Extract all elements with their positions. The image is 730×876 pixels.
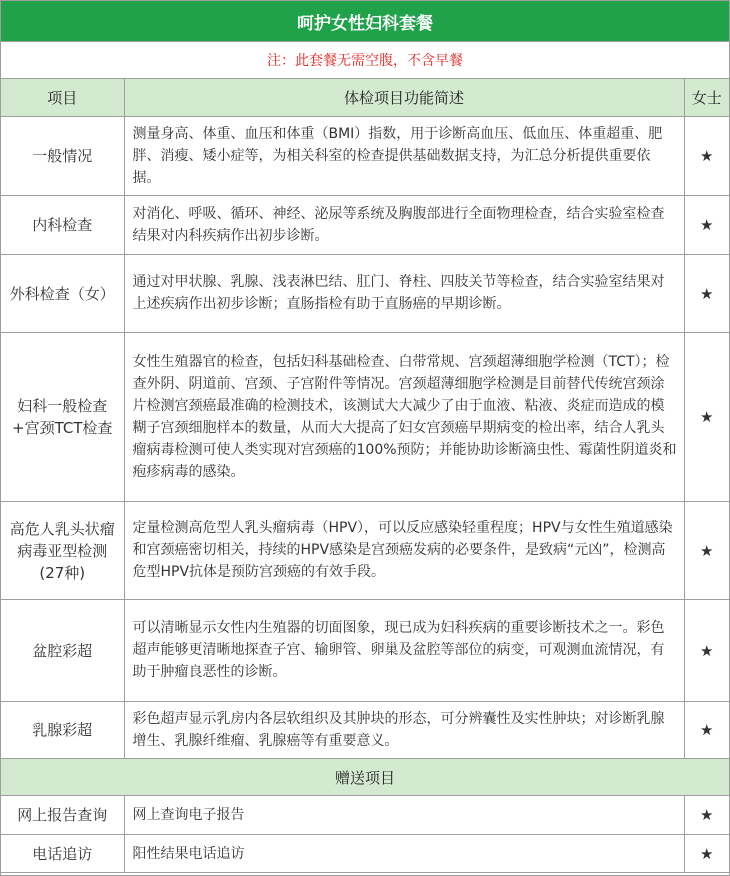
table-row <box>1 196 729 255</box>
item-desc: 可以清晰显示女性内生殖器的切面图象，现已成为妇科疾病的重要诊断技术之一。彩色超声能够更清晰地探查子宫、输卵管、卵巢及盆腔等部位的病变，可观测血流情况，有助于肿瘤良恶性的诊断。 <box>124 600 684 702</box>
item-desc: 测量身高、体重、血压和体重（BMI）指数，用于诊断高血压、低血压、体重超重、肥胖、消瘦、矮小症等，为相关科室的检查提供基础数据支持，为汇总分析提供重要依据。 <box>124 117 684 196</box>
item-name: 一般情况 <box>1 117 124 196</box>
gift-section-title: 赠送项目 <box>1 759 729 796</box>
star-mark: ★ <box>684 117 729 196</box>
table-row <box>1 255 729 333</box>
column-header-female: 女士 <box>684 79 729 117</box>
item-name: 外科检查（女） <box>1 255 124 333</box>
item-name: 盆腔彩超 <box>1 600 124 702</box>
column-header-item: 项目 <box>1 79 124 117</box>
item-desc: 定量检测高危型人乳头瘤病毒（HPV），可以反应感染轻重程度；HPV与女性生殖道感染和宫颈癌密切相关，持续的HPV感染是宫颈癌发病的必要条件，是致病“元凶”，检测高危型HPV抗体是预防宫颈癌的有效手段。 <box>124 502 684 600</box>
table-row <box>1 333 729 502</box>
item-name: 电话追访 <box>1 835 124 873</box>
table-row <box>1 502 729 600</box>
table-row <box>1 702 729 759</box>
item-name: 乳腺彩超 <box>1 702 124 759</box>
table-row <box>1 600 729 702</box>
star-mark: ★ <box>684 502 729 600</box>
item-name: 内科检查 <box>1 196 124 255</box>
table-header-row <box>1 79 729 117</box>
star-mark: ★ <box>684 835 729 873</box>
item-desc: 网上查询电子报告 <box>124 796 684 835</box>
star-mark: ★ <box>684 796 729 835</box>
table-row <box>1 835 729 873</box>
gift-section-row <box>1 759 729 796</box>
star-mark: ★ <box>684 196 729 255</box>
item-name: 网上报告查询 <box>1 796 124 835</box>
star-mark: ★ <box>684 333 729 502</box>
item-desc: 阳性结果电话追访 <box>124 835 684 873</box>
table-row <box>1 796 729 835</box>
item-desc: 对消化、呼吸、循环、神经、泌尿等系统及胸腹部进行全面物理检查，结合实验室检查结果对内科疾病作出初步诊断。 <box>124 196 684 255</box>
item-name: 妇科一般检查+宫颈TCT检查 <box>1 333 124 502</box>
item-desc: 彩色超声显示乳房内各层软组织及其肿块的形态，可分辨囊性及实性肿块；对诊断乳腺增生、乳腺纤维瘤、乳腺癌等有重要意义。 <box>124 702 684 759</box>
item-desc: 通过对甲状腺、乳腺、浅表淋巴结、肛门、脊柱、四肢关节等检查，结合实验室结果对上述疾病作出初步诊断；直肠指检有助于直肠癌的早期诊断。 <box>124 255 684 333</box>
star-mark: ★ <box>684 600 729 702</box>
table-row <box>1 117 729 196</box>
exam-table <box>1 79 729 873</box>
package-title: 呵护女性妇科套餐 <box>1 1 729 42</box>
item-name: 高危人乳头状瘤病毒亚型检测(27种) <box>1 502 124 600</box>
item-desc: 女性生殖器官的检查，包括妇科基础检查、白带常规、宫颈超薄细胞学检测（TCT）；检查外阴、阴道前、宫颈、子宫附件等情况。宫颈超薄细胞学检测是目前替代传统宫颈涂片检测宫颈癌最准确的检测技术，该测试大大减少了由于血液、粘液、炎症而造成的模糊子宫颈细胞样本的数量，从而大大提高了妇女宫颈癌早期病变的检出率，结合人乳头瘤病毒检测可使人类实现对宫颈癌的100%预防；并能协助诊断滴虫性、霉菌性阴道炎和疱疹病毒的感染。 <box>124 333 684 502</box>
column-header-desc: 体检项目功能简述 <box>124 79 684 117</box>
star-mark: ★ <box>684 255 729 333</box>
package-notice: 注：此套餐无需空腹，不含早餐 <box>1 42 729 79</box>
star-mark: ★ <box>684 702 729 759</box>
